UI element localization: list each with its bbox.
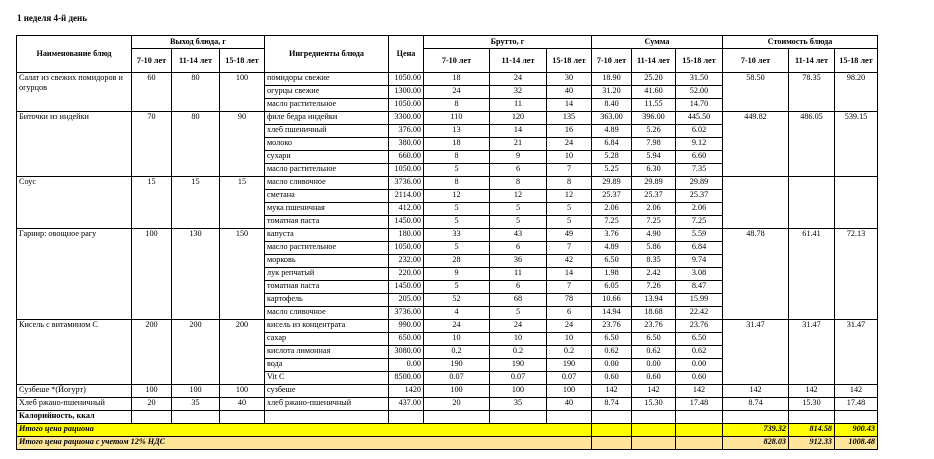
total-value: 1008.48 bbox=[835, 437, 878, 450]
ingredient-gross: 24 bbox=[490, 73, 547, 86]
ingredient-gross: 32 bbox=[490, 86, 547, 99]
ingredient-sum: 9.12 bbox=[676, 138, 723, 151]
ingredient-price: 660.00 bbox=[389, 151, 424, 164]
ingredient-gross: 120 bbox=[490, 112, 547, 125]
dish-cost: 17.48 bbox=[835, 398, 878, 411]
header-age: 11-14 лет bbox=[789, 49, 835, 73]
header-age: 11-14 лет bbox=[490, 49, 547, 73]
ingredient-sum: 142 bbox=[592, 385, 632, 398]
ingredient-gross: 0.07 bbox=[490, 372, 547, 385]
ingredient-gross: 5 bbox=[424, 216, 490, 229]
dish-output: 40 bbox=[220, 398, 265, 411]
ingredient-gross: 21 bbox=[490, 138, 547, 151]
ingredient-gross: 8 bbox=[424, 99, 490, 112]
ingredient-gross: 24 bbox=[424, 320, 490, 333]
ingredient-gross: 4 bbox=[424, 307, 490, 320]
dish-name: Соус bbox=[17, 177, 132, 229]
ingredient-sum: 1.98 bbox=[592, 268, 632, 281]
ingredient-gross: 24 bbox=[547, 320, 592, 333]
ingredient-gross: 16 bbox=[547, 125, 592, 138]
dish-cost: 58.50 bbox=[723, 73, 789, 112]
ingredient-sum: 31.20 bbox=[592, 86, 632, 99]
ingredient-gross: 7 bbox=[547, 164, 592, 177]
table-row bbox=[17, 177, 878, 190]
ingredient-price: 0.00 bbox=[389, 359, 424, 372]
ingredient-sum: 25.37 bbox=[676, 190, 723, 203]
ingredient-price: 1050.00 bbox=[389, 164, 424, 177]
ingredient-sum: 0.00 bbox=[632, 359, 676, 372]
ingredient-sum: 5.86 bbox=[632, 242, 676, 255]
ingredient-sum: 0.62 bbox=[592, 346, 632, 359]
dish-cost bbox=[835, 177, 878, 229]
ingredient-sum: 25.37 bbox=[632, 190, 676, 203]
total-value: 900.43 bbox=[835, 424, 878, 437]
ingredient-sum: 8.35 bbox=[632, 255, 676, 268]
ingredient-sum: 0.60 bbox=[592, 372, 632, 385]
dish-cost: 15.30 bbox=[789, 398, 835, 411]
header-cost: Стоимость блюда bbox=[723, 36, 878, 49]
ingredient-sum: 2.06 bbox=[632, 203, 676, 216]
ingredient-price: 3736.00 bbox=[389, 307, 424, 320]
ingredient-gross: 78 bbox=[547, 294, 592, 307]
ingredient-gross: 52 bbox=[424, 294, 490, 307]
ingredient-sum: 142 bbox=[632, 385, 676, 398]
dish-output: 150 bbox=[220, 229, 265, 320]
ingredient-sum: 0.00 bbox=[592, 359, 632, 372]
ingredient-gross: 36 bbox=[490, 255, 547, 268]
ingredient-sum: 13.94 bbox=[632, 294, 676, 307]
ingredient-gross: 35 bbox=[490, 398, 547, 411]
ingredient-gross: 18 bbox=[424, 73, 490, 86]
ingredient-gross: 8 bbox=[490, 177, 547, 190]
header-gross: Брутто, г bbox=[424, 36, 592, 49]
ingredient-sum: 0.62 bbox=[632, 346, 676, 359]
ingredient-name: огурцы свежие bbox=[265, 86, 389, 99]
page-title: 1 неделя 4-й день bbox=[17, 13, 87, 23]
ingredient-price: 205.00 bbox=[389, 294, 424, 307]
dish-output: 80 bbox=[172, 73, 220, 112]
ingredient-gross: 10 bbox=[547, 333, 592, 346]
ingredient-sum: 2.06 bbox=[592, 203, 632, 216]
total-value: 814.58 bbox=[789, 424, 835, 437]
ingredient-gross: 0.07 bbox=[547, 372, 592, 385]
header-age: 15-18 лет bbox=[676, 49, 723, 73]
ingredient-gross: 42 bbox=[547, 255, 592, 268]
ingredient-name: томатная паста bbox=[265, 281, 389, 294]
dish-cost bbox=[723, 177, 789, 229]
ingredient-sum: 5.25 bbox=[592, 164, 632, 177]
ingredient-gross: 11 bbox=[490, 268, 547, 281]
total-value: 739.32 bbox=[723, 424, 789, 437]
ingredient-gross: 43 bbox=[490, 229, 547, 242]
header-age: 11-14 лет bbox=[172, 49, 220, 73]
dish-output: 90 bbox=[220, 112, 265, 177]
dish-output: 35 bbox=[172, 398, 220, 411]
ingredient-sum: 8.40 bbox=[592, 99, 632, 112]
ingredient-name: сахар bbox=[265, 333, 389, 346]
ingredient-name: масло сливочное bbox=[265, 307, 389, 320]
dish-output: 200 bbox=[132, 320, 172, 385]
ingredient-gross: 9 bbox=[424, 268, 490, 281]
ingredient-sum: 15.99 bbox=[676, 294, 723, 307]
ingredient-sum: 31.50 bbox=[676, 73, 723, 86]
ingredient-gross: 24 bbox=[547, 138, 592, 151]
ingredient-sum: 6.05 bbox=[592, 281, 632, 294]
dish-name: Биточки из индейки bbox=[17, 112, 132, 177]
ingredient-sum: 7.35 bbox=[676, 164, 723, 177]
total-vat-row bbox=[17, 437, 878, 450]
ingredient-sum: 5.28 bbox=[592, 151, 632, 164]
ingredient-price: 650.00 bbox=[389, 333, 424, 346]
dish-output: 60 bbox=[132, 73, 172, 112]
ingredient-gross: 5 bbox=[490, 307, 547, 320]
ingredient-sum: 11.55 bbox=[632, 99, 676, 112]
ingredient-sum: 6.50 bbox=[592, 333, 632, 346]
header-age: 15-18 лет bbox=[220, 49, 265, 73]
ingredient-gross: 6 bbox=[547, 307, 592, 320]
ingredient-price: 1050.00 bbox=[389, 242, 424, 255]
ingredient-price: 380.00 bbox=[389, 138, 424, 151]
ingredient-name: Vit C bbox=[265, 372, 389, 385]
ingredient-price: 990.00 bbox=[389, 320, 424, 333]
ingredient-name: морковь bbox=[265, 255, 389, 268]
ingredient-sum: 6.84 bbox=[592, 138, 632, 151]
ingredient-name: хлеб ржано-пшеничный bbox=[265, 398, 389, 411]
header-output: Выход блюда, г bbox=[132, 36, 265, 49]
ingredient-sum: 445.50 bbox=[676, 112, 723, 125]
ingredient-sum: 10.66 bbox=[592, 294, 632, 307]
ingredient-sum: 14.70 bbox=[676, 99, 723, 112]
ingredient-sum: 25.37 bbox=[592, 190, 632, 203]
ingredient-name: кисель из концентрата bbox=[265, 320, 389, 333]
ingredient-sum: 7.25 bbox=[592, 216, 632, 229]
dish-output: 100 bbox=[220, 73, 265, 112]
ingredient-name: помидоры свежие bbox=[265, 73, 389, 86]
calories-row bbox=[17, 411, 878, 424]
ingredient-name: масло растительное bbox=[265, 164, 389, 177]
ingredient-gross: 24 bbox=[490, 320, 547, 333]
table-row bbox=[17, 73, 878, 86]
ingredient-gross: 9 bbox=[490, 151, 547, 164]
dish-output: 15 bbox=[220, 177, 265, 229]
ingredient-gross: 30 bbox=[547, 73, 592, 86]
ingredient-gross: 190 bbox=[424, 359, 490, 372]
ingredient-sum: 41.60 bbox=[632, 86, 676, 99]
ingredient-sum: 0.00 bbox=[676, 359, 723, 372]
ingredient-sum: 6.50 bbox=[592, 255, 632, 268]
header-sum: Сумма bbox=[592, 36, 723, 49]
dish-cost: 31.47 bbox=[835, 320, 878, 385]
ingredient-gross: 14 bbox=[490, 125, 547, 138]
ingredient-gross: 28 bbox=[424, 255, 490, 268]
ingredient-name: картофель bbox=[265, 294, 389, 307]
ingredient-gross: 18 bbox=[424, 138, 490, 151]
ingredient-name: масло растительное bbox=[265, 242, 389, 255]
ingredient-sum: 6.50 bbox=[676, 333, 723, 346]
ingredient-gross: 12 bbox=[547, 190, 592, 203]
table-row bbox=[17, 398, 878, 411]
ingredient-sum: 142 bbox=[676, 385, 723, 398]
ingredient-sum: 23.76 bbox=[676, 320, 723, 333]
ingredient-gross: 8 bbox=[424, 177, 490, 190]
ingredient-sum: 8.74 bbox=[592, 398, 632, 411]
total-value: 912.33 bbox=[789, 437, 835, 450]
ingredient-gross: 0.2 bbox=[424, 346, 490, 359]
ingredient-gross: 5 bbox=[424, 164, 490, 177]
dish-cost: 31.47 bbox=[723, 320, 789, 385]
ingredient-gross: 5 bbox=[490, 203, 547, 216]
ingredient-price: 437.00 bbox=[389, 398, 424, 411]
ingredient-price: 1050.00 bbox=[389, 99, 424, 112]
dish-cost: 539.15 bbox=[835, 112, 878, 177]
ingredient-price: 1300.00 bbox=[389, 86, 424, 99]
ingredient-gross: 0.2 bbox=[547, 346, 592, 359]
ingredient-sum: 6.84 bbox=[676, 242, 723, 255]
dish-name: Сузбеше *(Йогурт) bbox=[17, 385, 132, 398]
ingredient-sum: 0.62 bbox=[676, 346, 723, 359]
dish-cost: 449.82 bbox=[723, 112, 789, 177]
ingredient-price: 220.00 bbox=[389, 268, 424, 281]
ingredient-sum: 8.47 bbox=[676, 281, 723, 294]
ingredient-price: 2114.00 bbox=[389, 190, 424, 203]
ingredient-price: 3736.00 bbox=[389, 177, 424, 190]
ingredient-gross: 40 bbox=[547, 398, 592, 411]
ingredient-gross: 10 bbox=[547, 151, 592, 164]
ingredient-name: молоко bbox=[265, 138, 389, 151]
ingredient-gross: 12 bbox=[424, 190, 490, 203]
ingredient-sum: 6.60 bbox=[676, 151, 723, 164]
ingredient-gross: 33 bbox=[424, 229, 490, 242]
ingredient-name: томатная паста bbox=[265, 216, 389, 229]
ingredient-sum: 18.68 bbox=[632, 307, 676, 320]
ingredient-gross: 7 bbox=[547, 281, 592, 294]
ingredient-sum: 6.50 bbox=[632, 333, 676, 346]
header-age: 11-14 лет bbox=[632, 49, 676, 73]
ingredient-gross: 11 bbox=[490, 99, 547, 112]
ingredient-price: 1420 bbox=[389, 385, 424, 398]
dish-output: 15 bbox=[172, 177, 220, 229]
ingredient-sum: 29.89 bbox=[632, 177, 676, 190]
ingredient-sum: 14.94 bbox=[592, 307, 632, 320]
ingredient-sum: 22.42 bbox=[676, 307, 723, 320]
header-dish: Наименование блюд bbox=[17, 36, 132, 73]
ingredient-sum: 17.48 bbox=[676, 398, 723, 411]
dish-output: 15 bbox=[132, 177, 172, 229]
header-age: 7-10 лет bbox=[723, 49, 789, 73]
dish-output: 130 bbox=[172, 229, 220, 320]
header-price: Цена bbox=[389, 36, 424, 73]
ingredient-sum: 7.25 bbox=[676, 216, 723, 229]
ingredient-name: сузбеше bbox=[265, 385, 389, 398]
ingredient-name: лук репчатый bbox=[265, 268, 389, 281]
ingredient-sum: 5.94 bbox=[632, 151, 676, 164]
dish-cost: 61.41 bbox=[789, 229, 835, 320]
ingredient-gross: 100 bbox=[547, 385, 592, 398]
ingredient-gross: 6 bbox=[490, 242, 547, 255]
dish-output: 80 bbox=[172, 112, 220, 177]
ingredient-price: 1050.00 bbox=[389, 73, 424, 86]
total-value: 828.03 bbox=[723, 437, 789, 450]
dish-output: 100 bbox=[172, 385, 220, 398]
ingredient-sum: 4.90 bbox=[632, 229, 676, 242]
ingredient-gross: 10 bbox=[424, 333, 490, 346]
ingredient-sum: 4.89 bbox=[592, 242, 632, 255]
ingredient-sum: 363.00 bbox=[592, 112, 632, 125]
dish-name: Салат из свежих помидоров и огурцов bbox=[17, 73, 132, 112]
ingredient-sum: 5.59 bbox=[676, 229, 723, 242]
ingredient-gross: 20 bbox=[424, 398, 490, 411]
ingredient-gross: 5 bbox=[424, 281, 490, 294]
ingredient-sum: 9.74 bbox=[676, 255, 723, 268]
ingredient-gross: 135 bbox=[547, 112, 592, 125]
dish-cost: 78.35 bbox=[789, 73, 835, 112]
dish-output: 70 bbox=[132, 112, 172, 177]
table-row bbox=[17, 229, 878, 242]
ingredient-sum: 7.98 bbox=[632, 138, 676, 151]
ingredient-price: 232.00 bbox=[389, 255, 424, 268]
calories-label: Калорийность, ккал bbox=[17, 411, 132, 424]
ingredient-name: сухари bbox=[265, 151, 389, 164]
ingredient-sum: 6.30 bbox=[632, 164, 676, 177]
dish-cost: 98.20 bbox=[835, 73, 878, 112]
ingredient-sum: 3.76 bbox=[592, 229, 632, 242]
ingredient-gross: 5 bbox=[490, 216, 547, 229]
dish-cost: 486.05 bbox=[789, 112, 835, 177]
total-label: Итого цена рациона с учетом 12% НДС bbox=[17, 437, 592, 450]
ingredient-gross: 6 bbox=[490, 281, 547, 294]
ingredient-gross: 8 bbox=[424, 151, 490, 164]
ingredient-gross: 24 bbox=[424, 86, 490, 99]
ingredient-name: филе бедра индейки bbox=[265, 112, 389, 125]
dish-cost: 48.78 bbox=[723, 229, 789, 320]
ingredient-sum: 15.30 bbox=[632, 398, 676, 411]
ingredient-gross: 0.07 bbox=[424, 372, 490, 385]
dish-name: Хлеб ржано-пшеничный bbox=[17, 398, 132, 411]
ingredient-gross: 13 bbox=[424, 125, 490, 138]
ingredient-sum: 29.89 bbox=[676, 177, 723, 190]
ingredient-name: кислота лимонная bbox=[265, 346, 389, 359]
ingredient-gross: 8 bbox=[547, 177, 592, 190]
ingredient-sum: 23.76 bbox=[592, 320, 632, 333]
dish-cost: 8.74 bbox=[723, 398, 789, 411]
ingredient-gross: 14 bbox=[547, 268, 592, 281]
dish-output: 100 bbox=[220, 385, 265, 398]
ingredient-sum: 6.02 bbox=[676, 125, 723, 138]
dish-cost: 142 bbox=[723, 385, 789, 398]
ingredient-sum: 18.90 bbox=[592, 73, 632, 86]
table-row bbox=[17, 112, 878, 125]
ingredient-gross: 5 bbox=[424, 203, 490, 216]
dish-name: Гарнир: овощное рагу bbox=[17, 229, 132, 320]
ingredient-price: 180.00 bbox=[389, 229, 424, 242]
ingredient-sum: 7.25 bbox=[632, 216, 676, 229]
ingredient-price: 8500.00 bbox=[389, 372, 424, 385]
total-row bbox=[17, 424, 878, 437]
dish-output: 100 bbox=[132, 385, 172, 398]
dish-output: 200 bbox=[172, 320, 220, 385]
ingredient-price: 1450.00 bbox=[389, 281, 424, 294]
ingredient-gross: 100 bbox=[490, 385, 547, 398]
dish-output: 20 bbox=[132, 398, 172, 411]
ingredient-gross: 40 bbox=[547, 86, 592, 99]
header-age: 15-18 лет bbox=[547, 49, 592, 73]
header-ingredients: Ингредиенты блюда bbox=[265, 36, 389, 73]
ingredient-gross: 49 bbox=[547, 229, 592, 242]
header-age: 7-10 лет bbox=[592, 49, 632, 73]
ration-table bbox=[16, 35, 878, 450]
ingredient-gross: 5 bbox=[424, 242, 490, 255]
dish-output: 200 bbox=[220, 320, 265, 385]
ingredient-gross: 5 bbox=[547, 216, 592, 229]
header-age: 15-18 лет bbox=[835, 49, 878, 73]
total-label: Итого цена рациона bbox=[17, 424, 592, 437]
ingredient-name: хлеб пшеничный bbox=[265, 125, 389, 138]
ingredient-name: сметана bbox=[265, 190, 389, 203]
dish-cost: 31.47 bbox=[789, 320, 835, 385]
ingredient-gross: 5 bbox=[547, 203, 592, 216]
ingredient-sum: 0.60 bbox=[632, 372, 676, 385]
header-age: 7-10 лет bbox=[132, 49, 172, 73]
table-body bbox=[17, 73, 878, 450]
dish-cost: 72.13 bbox=[835, 229, 878, 320]
ingredient-price: 3080.00 bbox=[389, 346, 424, 359]
ingredient-gross: 190 bbox=[490, 359, 547, 372]
ingredient-gross: 68 bbox=[490, 294, 547, 307]
ingredient-sum: 5.26 bbox=[632, 125, 676, 138]
dish-cost: 142 bbox=[835, 385, 878, 398]
ingredient-sum: 23.76 bbox=[632, 320, 676, 333]
ingredient-sum: 0.60 bbox=[676, 372, 723, 385]
ingredient-gross: 14 bbox=[547, 99, 592, 112]
ingredient-name: вода bbox=[265, 359, 389, 372]
ingredient-name: масло сливочное bbox=[265, 177, 389, 190]
dish-output: 100 bbox=[132, 229, 172, 320]
ingredient-name: масло растительное bbox=[265, 99, 389, 112]
ingredient-sum: 7.26 bbox=[632, 281, 676, 294]
ingredient-sum: 396.00 bbox=[632, 112, 676, 125]
ingredient-sum: 52.00 bbox=[676, 86, 723, 99]
table-row bbox=[17, 320, 878, 333]
ingredient-name: мука пшеничная bbox=[265, 203, 389, 216]
dish-cost: 142 bbox=[789, 385, 835, 398]
ingredient-gross: 0.2 bbox=[490, 346, 547, 359]
ingredient-price: 3300.00 bbox=[389, 112, 424, 125]
dish-name: Кисель с витамином С bbox=[17, 320, 132, 385]
ingredient-name: капуста bbox=[265, 229, 389, 242]
ingredient-sum: 29.89 bbox=[592, 177, 632, 190]
dish-cost bbox=[789, 177, 835, 229]
ingredient-sum: 3.08 bbox=[676, 268, 723, 281]
header-age: 7-10 лет bbox=[424, 49, 490, 73]
table-row bbox=[17, 385, 878, 398]
ingredient-gross: 12 bbox=[490, 190, 547, 203]
ingredient-price: 1450.00 bbox=[389, 216, 424, 229]
ingredient-gross: 6 bbox=[490, 164, 547, 177]
ingredient-sum: 2.42 bbox=[632, 268, 676, 281]
ingredient-gross: 7 bbox=[547, 242, 592, 255]
ingredient-gross: 110 bbox=[424, 112, 490, 125]
ingredient-gross: 190 bbox=[547, 359, 592, 372]
ingredient-sum: 25.20 bbox=[632, 73, 676, 86]
ingredient-gross: 100 bbox=[424, 385, 490, 398]
ingredient-gross: 10 bbox=[490, 333, 547, 346]
ingredient-price: 376.00 bbox=[389, 125, 424, 138]
ingredient-sum: 4.89 bbox=[592, 125, 632, 138]
ingredient-price: 412.00 bbox=[389, 203, 424, 216]
ingredient-sum: 2.06 bbox=[676, 203, 723, 216]
